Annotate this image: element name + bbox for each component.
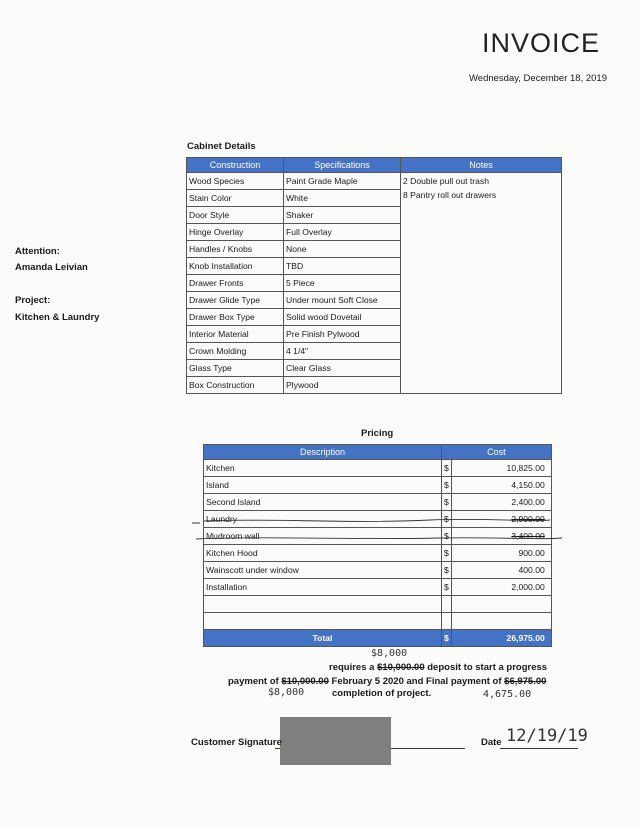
construction-cell: Handles / Knobs [187,241,284,258]
handwritten-date: 12/19/19 [506,726,588,746]
specification-cell: 5 Piece [284,275,401,292]
pricing-title: Pricing [361,428,394,439]
total-label: Total [204,630,442,647]
description-cell: Installation [204,579,442,596]
col-construction: Construction [187,158,284,173]
currency-cell: $ [442,545,452,562]
strike-scribble [190,512,570,546]
cost-cell: 2,900.00 [451,511,551,528]
cost-cell: 2,400.00 [451,494,551,511]
currency-cell [442,613,452,630]
terms-line-1-post: deposit to start a progress [427,662,548,673]
construction-cell: Door Style [187,207,284,224]
attention-label: Attention: [15,246,60,257]
specification-cell: Full Overlay [284,224,401,241]
specification-cell: TBD [284,258,401,275]
specification-cell: Plywood [284,377,401,394]
specification-cell: White [284,190,401,207]
terms-struck-final: $6,975.00 [504,676,547,687]
currency-cell: $ [442,511,452,528]
currency-cell: $ [442,528,452,545]
cost-cell: 3,400.00 [451,528,551,545]
attention-name: Amanda Leivian [15,262,88,273]
cabinet-details-table [186,157,562,394]
invoice-title: INVOICE [481,28,600,58]
cost-cell [451,596,551,613]
cost-cell: 2,000.00 [451,579,551,596]
cost-cell: 900.00 [451,545,551,562]
total-row [204,630,552,647]
construction-cell: Drawer Glide Type [187,292,284,309]
description-cell: Laundry [204,511,442,528]
col-specifications: Specifications [284,158,401,173]
pricing-row [204,562,552,579]
customer-signature-label: Customer Signature [191,737,282,748]
note-item: 2 Double pull out trash [403,176,489,186]
total-currency: $ [442,630,452,647]
project-name: Kitchen & Laundry [15,312,100,323]
construction-cell: Crown Molding [187,343,284,360]
pricing-row [204,460,552,477]
terms-struck-progress: $10,000.00 [281,676,329,687]
specification-cell: 4 1/4" [284,343,401,360]
col-description: Description [204,445,442,460]
total-value: 26,975.00 [451,630,551,647]
pricing-row [204,596,552,613]
description-cell [204,613,442,630]
col-cost: Cost [442,445,552,460]
cost-cell: 400.00 [451,562,551,579]
pricing-row [204,613,552,630]
date-label: Date [481,737,502,748]
currency-cell: $ [442,494,452,511]
construction-cell: Wood Species [187,173,284,190]
pricing-row [204,477,552,494]
specification-cell: Solid wood Dovetail [284,309,401,326]
construction-cell: Drawer Fronts [187,275,284,292]
description-cell: Kitchen Hood [204,545,442,562]
construction-cell: Glass Type [187,360,284,377]
pricing-row [204,579,552,596]
redacted-signature [280,717,391,765]
description-cell: Mudroom wall [204,528,442,545]
description-cell: Wainscott under window [204,562,442,579]
construction-cell: Hinge Overlay [187,224,284,241]
pricing-row [204,545,552,562]
handwritten-progress: $8,000 [268,687,305,698]
construction-cell: Knob Installation [187,258,284,275]
description-cell [204,596,442,613]
cost-cell: 4,150.00 [451,477,551,494]
currency-cell: $ [442,460,452,477]
pricing-row [204,494,552,511]
col-notes: Notes [401,158,562,173]
note-item: 8 Pantry roll out drawers [403,190,497,200]
currency-cell [442,596,452,613]
date-line [500,748,578,749]
construction-cell: Drawer Box Type [187,309,284,326]
handwritten-final: 4,675.00 [483,689,532,700]
cost-cell: 10,825.00 [451,460,551,477]
specification-cell: Pre Finish Pylwood [284,326,401,343]
terms-line-2 [228,676,546,687]
specification-cell: Paint Grade Maple [284,173,401,190]
notes-cell [401,173,562,394]
description-cell: Second Island [204,494,442,511]
terms-line-3: completion of project. [332,688,432,699]
description-cell: Island [204,477,442,494]
terms-line-2-pre: payment of [228,676,279,687]
description-cell: Kitchen [204,460,442,477]
terms-struck-deposit: $10,000.00 [377,662,425,673]
currency-cell: $ [442,477,452,494]
construction-cell: Box Construction [187,377,284,394]
terms-line-2-mid: February 5 2020 and Final payment of [331,676,502,687]
terms-line-1 [329,662,547,673]
handwritten-deposit: $8,000 [371,648,408,659]
specification-cell: Shaker [284,207,401,224]
specification-cell: Clear Glass [284,360,401,377]
specification-cell: None [284,241,401,258]
project-label: Project: [15,295,51,306]
invoice-date: Wednesday, December 18, 2019 [468,73,607,84]
cabinet-details-title: Cabinet Details [187,141,256,152]
currency-cell: $ [442,579,452,596]
cabinet-row [187,173,562,190]
specification-cell: Under mount Soft Close [284,292,401,309]
construction-cell: Stain Color [187,190,284,207]
cost-cell [451,613,551,630]
construction-cell: Interior Material [187,326,284,343]
currency-cell: $ [442,562,452,579]
terms-line-1-pre: requires a [329,662,375,673]
